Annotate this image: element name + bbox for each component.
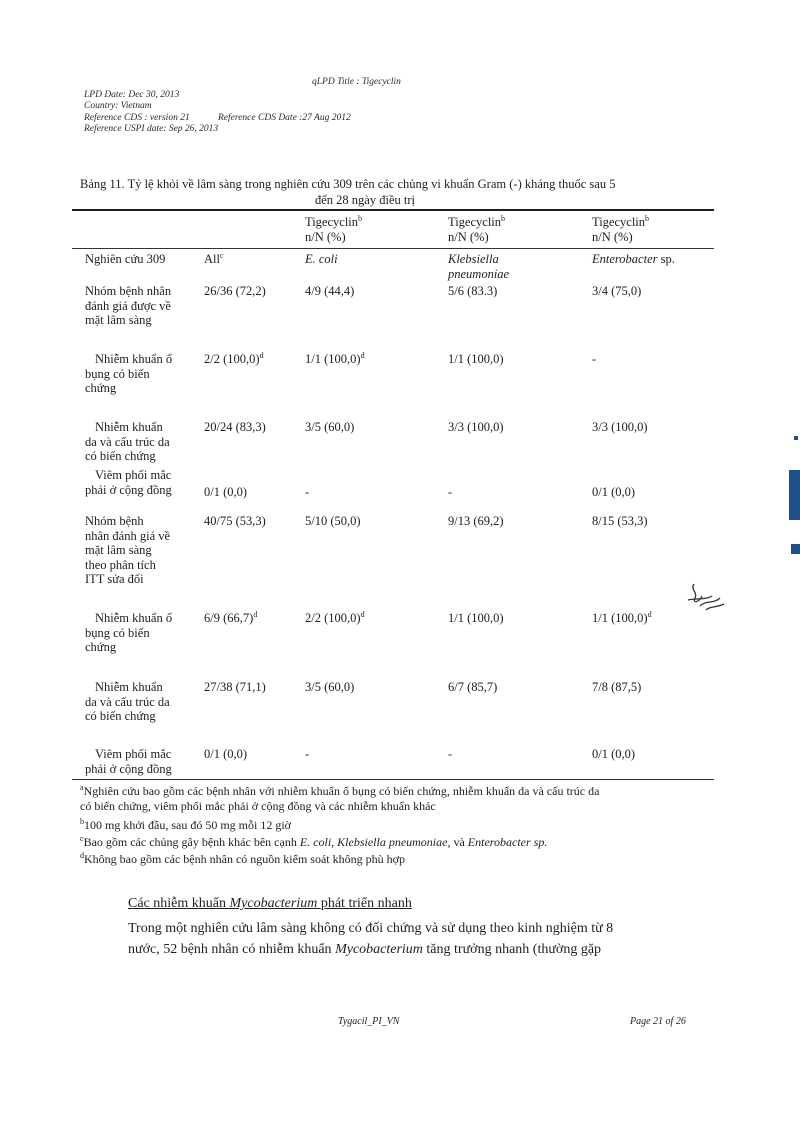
cell-enterobacter: 0/1 (0,0) [592,747,636,761]
study-label: Nghiên cứu 309 [85,252,166,266]
cell-enterobacter: 8/15 (53,3) [592,514,648,528]
cell-ecoli: 3/5 (60,0) [305,680,355,694]
cell-ecoli: 3/5 (60,0) [305,420,355,434]
cell-ecoli: 1/1 $(100,0)^d$ [305,350,365,366]
qlpd-title: qLPD Title : Tigecyclin [312,77,401,87]
reference-cds-date: Reference CDS Date :27 Aug 2012 [218,113,351,123]
handwritten-initials-icon [680,578,730,616]
edge-mark [794,436,798,440]
section-paragraph: Trong một nghiên cứu lâm sàng không có đối chứng và sử dụng theo kinh nghiệm từ 8 nước, 52 bệnh nhân có nhiễm khuẩn Mycobacterium tăng trưởng nhanh (thường gặp [128,921,614,957]
cell-enterobacter: 0/1 (0,0) [592,485,636,499]
row-label: Nhiễm khuẩn da và cấu trúc da có biến chứng [85,680,170,723]
cell-enterobacter: 3/4 (75,0) [592,284,642,298]
reference-cds: Reference CDS : version 21 [84,113,190,123]
col-head-3: Tigecyclin$^b$ n/N (%) [592,213,650,244]
cell-ecoli: 5/10 (50,0) [305,514,361,528]
cell-enterobacter: - [592,352,597,366]
cell-klebsiella: 3/3 (100,0) [448,420,504,434]
cell-all: 2/2 $(100,0)^d$ [204,350,264,366]
caption-line-1: Bảng 11. Tỷ lệ khỏi về lâm sàng trong nghiên cứu 309 trên các chủng vi khuẩn Gram (-) kháng thuốc sau 5 [80,177,616,191]
edge-mark [791,544,800,554]
cell-all: 27/38 (71,1) [204,680,266,694]
edge-mark [789,470,800,520]
all-label: All$^c$ [204,250,224,266]
row-label: Nhóm bệnh nhân đánh giá được về mặt lâm sàng [85,284,172,327]
cell-all: 6/9 $(66,7)^d$ [204,609,258,625]
table-bottom-rule [72,779,714,780]
country: Country: Vietnam [84,101,152,111]
cell-klebsiella: 9/13 (69,2) [448,514,504,528]
row-label: Nhiễm khuẩn da và cấu trúc da có biến chứng [85,420,170,463]
cell-ecoli: 2/2 $(100,0)^d$ [305,609,365,625]
cell-klebsiella: 1/1 (100,0) [448,352,504,366]
cell-ecoli: 4/9 (44,4) [305,284,355,298]
cell-all: 20/24 (83,3) [204,420,266,434]
row-label: Nhiễm khuẩn ổ bụng có biến chứng [85,352,173,395]
footnote-b: $^b$100 mg khởi đầu, sau đó 50 mg mỗi 12 giờ [80,817,292,832]
col-head-2: Tigecyclin$^b$ n/N (%) [448,213,506,244]
footnote-d: $^d$Không bao gồm các bệnh nhân có nguồn kiểm soát không phù hợp [80,851,405,866]
table-top-rule [72,209,714,211]
cell-klebsiella: - [448,485,453,499]
footnote-c: $^c$Bao gồm các chủng gây bệnh khác bên cạnh E. coli, Klebsiella pneumoniae, và Enterobacter sp. [80,834,548,849]
cell-ecoli: - [305,747,310,761]
row-label: Nhiễm khuẩn ổ bụng có biến chứng [85,611,173,654]
organism-klebsiella: Klebsiella pneumoniae [448,252,510,281]
footer-page-number: Page 21 of 26 [630,1016,686,1027]
footnote-a: $^a$Nghiên cứu bao gồm các bệnh nhân với nhiễm khuẩn ổ bụng có biến chứng, nhiễm khuẩn da và cấu trúc da có biến chứng, viêm phổi mắc phải ở cộng đồng và các nhiễm khuẩn khác [80,783,600,813]
cell-enterobacter: 7/8 (87,5) [592,680,642,694]
cell-all: 26/36 (72,2) [204,284,266,298]
cell-ecoli: - [305,485,310,499]
cell-klebsiella: 5/6 (83.3) [448,284,498,298]
organism-enterobacter: Enterobacter sp. [592,252,675,266]
cell-klebsiella: 6/7 (85,7) [448,680,498,694]
cell-all: 40/75 (53,3) [204,514,266,528]
footer-document-name: Tygacil_PI_VN [338,1016,400,1027]
organism-ecoli: E. coli [305,252,338,266]
header-rule [72,248,714,249]
table-caption [80,176,730,208]
section-heading: Các nhiễm khuẩn Mycobacterium phát triển nhanh [128,896,412,911]
row-label: Viêm phổi mắc phải ở cộng đồng [85,468,172,497]
cell-enterobacter: 3/3 (100,0) [592,420,648,434]
col-head-1: Tigecyclin$^b$ n/N (%) [305,213,363,244]
cell-enterobacter: 1/1 $(100,0)^d$ [592,609,652,625]
row-label: Viêm phổi mắc phải ở cộng đồng [85,747,172,776]
lpd-date: LPD Date: Dec 30, 2013 [84,90,180,100]
row-label: Nhóm bệnh nhân đánh giá về mặt lâm sàng theo phân tích ITT sửa đổi [85,514,171,586]
cell-all: 0/1 (0,0) [204,485,248,499]
cell-klebsiella: - [448,747,453,761]
cell-klebsiella: 1/1 (100,0) [448,611,504,625]
reference-uspi-date: Reference USPI date: Sep 26, 2013 [84,124,219,134]
caption-line-2: đến 28 ngày điều trị [315,193,415,207]
cell-all: 0/1 (0,0) [204,747,248,761]
